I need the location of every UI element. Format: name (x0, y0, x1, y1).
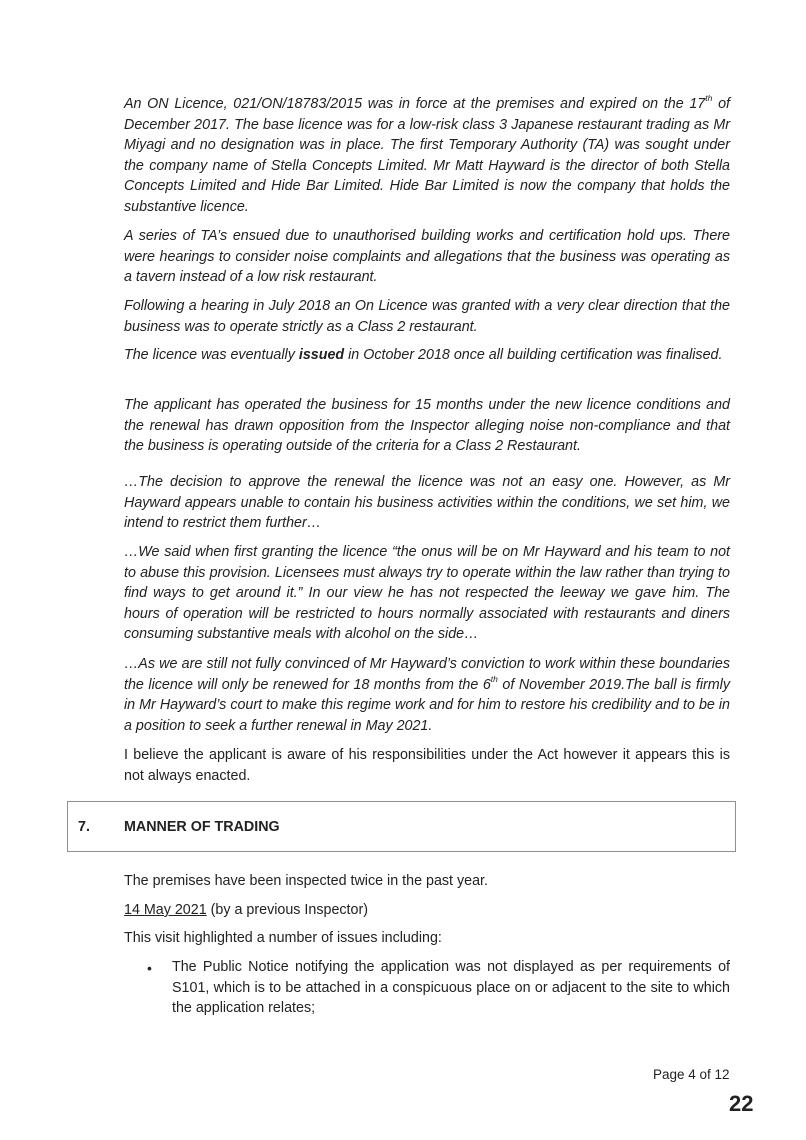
paragraph-text: in October 2018 once all building certification was finalised. (348, 347, 723, 363)
paragraph-inspections: The premises have been inspected twice in the past year. (124, 873, 488, 889)
quote-decision: …The decision to approve the renewal the licence was not an easy one. However, as Mr Hayward appears unable to contain his business activities within the conditions, we set him, we intend to restrict them further… (124, 474, 730, 531)
section-header-box (67, 801, 736, 852)
section-number: 7. (78, 819, 90, 835)
paragraph-licence-history (124, 94, 730, 217)
paragraph-visit-date (124, 900, 730, 921)
bold-text: issued (298, 347, 345, 363)
bullet-marker: • (147, 960, 152, 976)
section-title: MANNER OF TRADING (124, 819, 280, 835)
superscript: th (705, 93, 713, 104)
paragraph-visit-issues: This visit highlighted a number of issues including: (124, 930, 442, 946)
paragraph-text: An ON Licence, 021/ON/18783/2015 was in force at the premises and expired on the 17 (124, 96, 706, 112)
paragraph-text: The licence was eventually (124, 347, 295, 363)
paragraph-text: …As we are still not fully convinced of Mr Hayward’s conviction to work within these boundaries the licence will only be renewed for 18 months from the 6 (124, 656, 730, 693)
paragraph-hearing-2018: Following a hearing in July 2018 an On Licence was granted with a very clear direction that the business was to operate strictly as a Class 2 restaurant. (124, 298, 730, 335)
paragraph-text: of November 2019.The ball is firmly in Mr Hayward’s court to make this regime work and for him to restore his credibility and to be in a position to seek a further renewal in May 2021. (124, 676, 730, 734)
visit-date: 14 May 2021 (124, 902, 207, 918)
superscript: th (490, 673, 498, 684)
paragraph-applicant-responsibilities: I believe the applicant is aware of his responsibilities under the Act however it appears this is not always enacted. (124, 747, 730, 784)
paragraph-renewal-opposition: The applicant has operated the business for 15 months under the new licence conditions and the renewal has drawn opposition from the Inspector alleging noise non-compliance and that the business is operating outside of the criteria for a Class 2 Restaurant. (124, 397, 730, 454)
quote-renewal-term (124, 654, 730, 736)
bundle-page-number: 22 (729, 1091, 754, 1116)
paragraph-ta-series: A series of TA’s ensued due to unauthorised building works and certification hold ups. There were hearings to consider noise complaints and allegations that the business was operating as a tavern instead of a low risk restaurant. (124, 228, 730, 285)
quote-onus: …We said when first granting the licence “the onus will be on Mr Hayward and his team to not to abuse this provision. Licensees must always try to operate within the law rather than trying to find ways to get around it.” In our view he has not respected the leeway we gave him. The hours of operation will be restricted to hours normally associated with restaurants and diners consuming substantive meals with alcohol on the side… (124, 544, 730, 642)
page-number-label: Page 4 of 12 (653, 1067, 730, 1082)
paragraph-licence-issued (124, 345, 730, 366)
paragraph-text: of December 2017. The base licence was for a low-risk class 3 Japanese restaurant trading as Mr Miyagi and no designation was in place. The first Temporary Authority (TA) was sought under the company name of Stella Concepts Limited. Mr Matt Hayward is the director of both Stella Concepts Limited and Hide Bar Limited. Hide Bar Limited is now the company that holds the substantive licence. (124, 96, 730, 215)
visit-note: (by a previous Inspector) (210, 902, 368, 918)
bullet-public-notice: The Public Notice notifying the application was not displayed as per requirements of S101, which is to be attached in a conspicuous place on or adjacent to the site to which the application relates; (172, 959, 730, 1016)
